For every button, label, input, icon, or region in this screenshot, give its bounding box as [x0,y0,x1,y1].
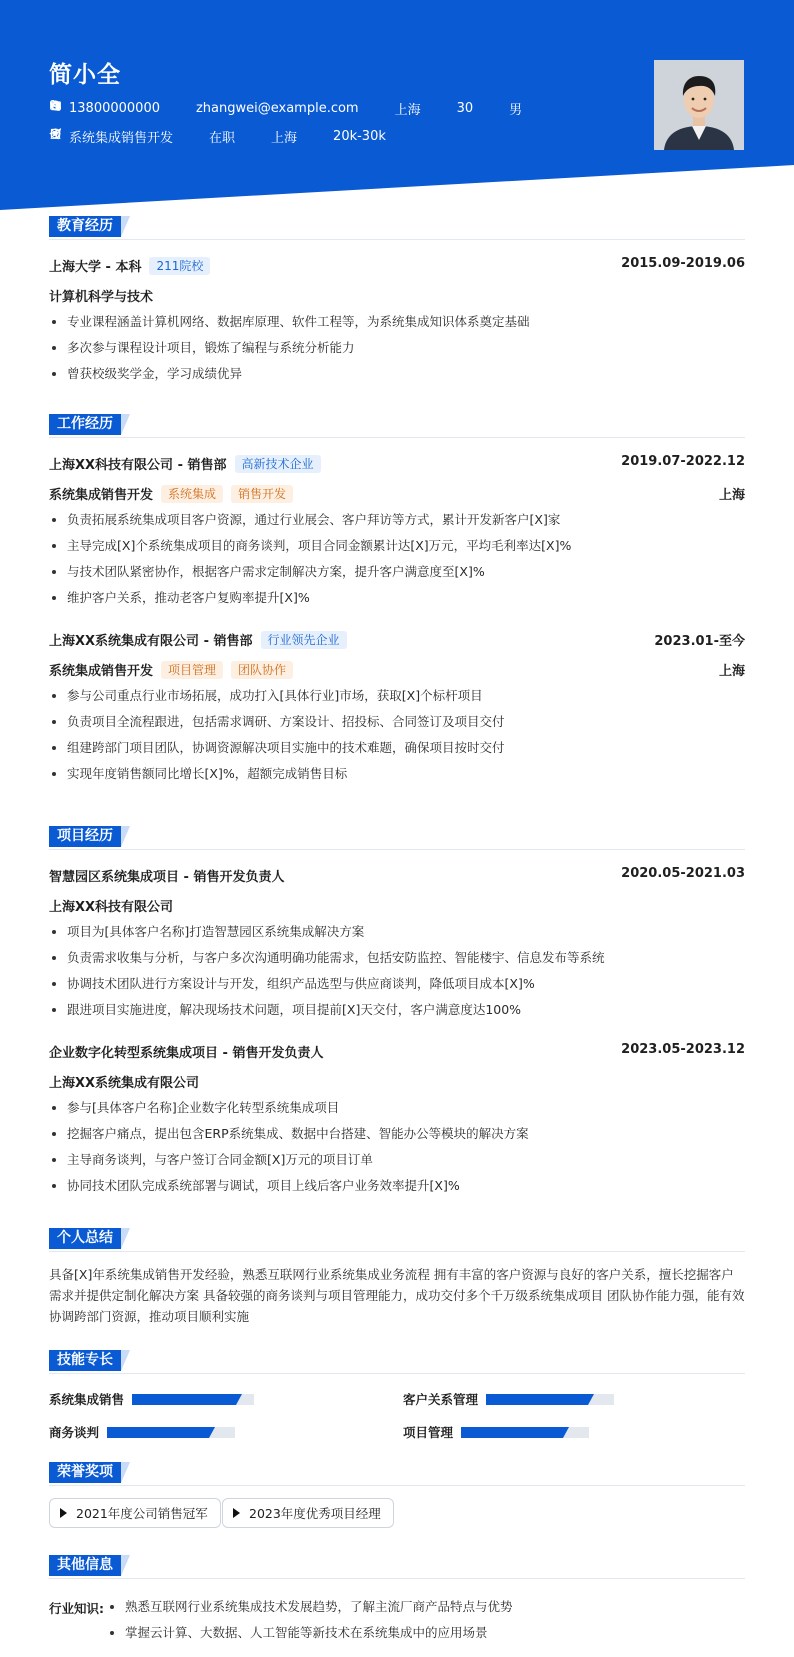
list-item: 多次参与课程设计项目，锻炼了编程与系统分析能力 [49,338,745,364]
list-item: 维护客户关系，推动老客户复购率提升[X]% [49,588,745,614]
home-icon [375,102,389,116]
gender-icon [489,102,503,116]
job-position: 系统集成销售开发 [49,488,154,503]
phone-text: 13800000000 [69,101,160,116]
education-bullets [49,312,745,390]
job-bullets [49,510,745,614]
skill-bar [486,1394,614,1405]
project-bullets [49,922,745,1026]
list-item: 掌握云计算、大数据、人工智能等新技术在系统集成中的应用场景 [107,1623,737,1649]
summary-text: 具备[X]年系统集成销售开发经验，熟悉互联网行业系统集成业务流程 拥有丰富的客户资源与良好的客户关系，擅长挖掘客户需求并提供定制化解决方案 具备较强的商务谈判与项目管理能力，成功交付多个千万级系统集成项目 团队协作能力强，能有效协调跨部门资源，推动项目顺利实施 [49,1267,745,1324]
skill-bar-fill [132,1394,236,1405]
skill-name: 客户关系管理 [403,1392,479,1407]
skill-tag: 项目管理 [161,661,223,679]
list-item: 协同技术团队完成系统部署与调试，项目上线后客户业务效率提升[X]% [49,1176,745,1202]
list-item: 参与公司重点行业市场拓展，成功打入[具体行业]市场，获取[X]个标杆项目 [49,686,745,712]
skill-item [49,1423,235,1441]
resume-header [0,0,794,210]
summary-section [49,1228,745,1324]
award-chip [222,1498,394,1528]
award-chip [49,1498,221,1528]
skill-tag: 销售开发 [231,485,293,503]
target-job-item [49,127,173,146]
education-section [49,216,745,381]
section-title: 其他信息 [49,1555,121,1576]
target-city-text: 上海 [271,131,298,146]
awards-list [49,1498,745,1530]
project-company: 上海XX科技有限公司 [49,900,174,915]
skill-bar [461,1427,589,1438]
age-text: 30 [456,101,474,116]
projects-section [49,826,745,1193]
work-section [49,414,745,781]
project-name: 企业数字化转型系统集成项目 - 销售开发负责人 [49,1046,324,1061]
skill-bar-fill [107,1427,209,1438]
major-name: 计算机科学与技术 [49,290,154,305]
skills-section [49,1350,745,1440]
job-date: 2019.07-2022.12 [621,454,745,469]
section-title: 教育经历 [49,216,121,237]
list-item: 负责项目全流程跟进，包括需求调研、方案设计、招投标、合同签订及项目交付 [49,712,745,738]
age-icon [437,102,451,116]
list-item: 跟进项目实施进度，解决现场技术问题，项目提前[X]天交付，客户满意度达100% [49,1000,745,1026]
project-company: 上海XX系统集成有限公司 [49,1076,200,1091]
award-label: 2023年度优秀项目经理 [249,1506,381,1521]
list-item: 负责拓展系统集成项目客户资源，通过行业展会、客户拜访等方式，累计开发新客户[X]家 [49,510,745,536]
gear-icon [189,130,203,144]
section-title: 个人总结 [49,1228,121,1249]
skill-name: 系统集成销售 [49,1392,125,1407]
awards-heading [49,1462,745,1486]
candidate-name: 简小全 [49,62,121,88]
skill-item [49,1390,254,1408]
skill-name: 项目管理 [403,1425,454,1440]
other-label: 行业知识: [49,1601,104,1616]
gender-item [489,99,522,118]
skill-bar-fill [461,1427,563,1438]
salary-text: 20k-30k [333,129,386,144]
company-badge: 行业领先企业 [261,631,347,649]
other-bullets [107,1597,737,1649]
skill-item [403,1390,614,1408]
section-title: 工作经历 [49,414,121,435]
other-section [49,1555,745,1640]
list-item: 负责需求收集与分析，与客户多次沟通明确功能需求，包括安防监控、智能楼宇、信息发布等系统 [49,948,745,974]
list-item: 主导商务谈判，与客户签订合同金额[X]万元的项目订单 [49,1150,745,1176]
list-item: 主导完成[X]个系统集成项目的商务谈判，项目合同金额累计达[X]万元，平均毛利率达[X]% [49,536,745,562]
section-title: 项目经历 [49,826,121,847]
company-badge: 高新技术企业 [235,455,321,473]
summary-heading [49,1228,745,1252]
list-item: 与技术团队紧密协作，根据客户需求定制解决方案，提升客户满意度至[X]% [49,562,745,588]
list-item: 参与[具体客户名称]企业数字化转型系统集成项目 [49,1098,745,1124]
job-city: 上海 [718,664,745,679]
skill-item [403,1423,589,1441]
building-icon [251,130,265,144]
skill-bar-fill [486,1394,588,1405]
project-date: 2020.05-2021.03 [621,866,745,881]
school-name: 上海大学 - 本科 [49,260,142,275]
target-job-text: 系统集成销售开发 [69,131,174,146]
school-badge: 211院校 [149,257,210,275]
section-title: 荣誉奖项 [49,1462,121,1483]
education-date: 2015.09-2019.06 [621,256,745,271]
status-text: 在职 [209,131,236,146]
status-item [189,127,235,146]
play-triangle-icon [60,1508,67,1518]
list-item: 挖掘客户痛点，提出包含ERP系统集成、数据中台搭建、智能办公等模块的解决方案 [49,1124,745,1150]
age-item [437,101,474,116]
award-label: 2021年度公司销售冠军 [76,1506,208,1521]
contact-row [49,99,538,118]
list-item: 组建跨部门项目团队，协调资源解决项目实施中的技术难题，确保项目按时交付 [49,738,745,764]
phone-item [49,101,160,116]
list-item: 熟悉互联网行业系统集成技术发展趋势，了解主流厂商产品特点与优势 [107,1597,737,1623]
job-city: 上海 [718,488,745,503]
company-name: 上海XX科技有限公司 - 销售部 [49,458,227,473]
list-item: 协调技术团队进行方案设计与开发，组织产品选型与供应商谈判，降低项目成本[X]% [49,974,745,1000]
skill-tag: 系统集成 [161,485,223,503]
work-heading [49,414,745,438]
email-text: zhangwei@example.com [195,101,359,116]
location-item [375,99,421,118]
skills-heading [49,1350,745,1374]
job-date: 2023.01-至今 [654,634,745,649]
project-bullets [49,1098,745,1202]
project-name: 智慧园区系统集成项目 - 销售开发负责人 [49,870,285,885]
list-item: 曾获校级奖学金，学习成绩优异 [49,364,745,390]
section-title: 技能专长 [49,1350,121,1371]
list-item: 专业课程涵盖计算机网络、数据库原理、软件工程等，为系统集成知识体系奠定基础 [49,312,745,338]
skill-tag: 团队协作 [231,661,293,679]
salary-item [313,129,386,144]
skill-bar [132,1394,254,1405]
job-bullets [49,686,745,790]
skill-name: 商务谈判 [49,1425,100,1440]
education-heading [49,216,745,240]
job-position: 系统集成销售开发 [49,664,154,679]
skill-bar [107,1427,235,1438]
salary-icon [313,130,327,144]
company-name: 上海XX系统集成有限公司 - 销售部 [49,634,253,649]
profile-photo [654,60,744,150]
awards-section [49,1462,745,1521]
location-text: 上海 [394,103,421,118]
target-city-item [251,127,297,146]
play-triangle-icon [233,1508,240,1518]
job-intent-row [49,127,402,146]
email-item [176,101,359,116]
project-date: 2023.05-2023.12 [621,1042,745,1057]
list-item: 实现年度销售额同比增长[X]%，超额完成销售目标 [49,764,745,790]
gender-text: 男 [509,103,523,118]
list-item: 项目为[具体客户名称]打造智慧园区系统集成解决方案 [49,922,745,948]
other-heading [49,1555,745,1579]
mail-icon [176,102,190,116]
projects-heading [49,826,745,850]
